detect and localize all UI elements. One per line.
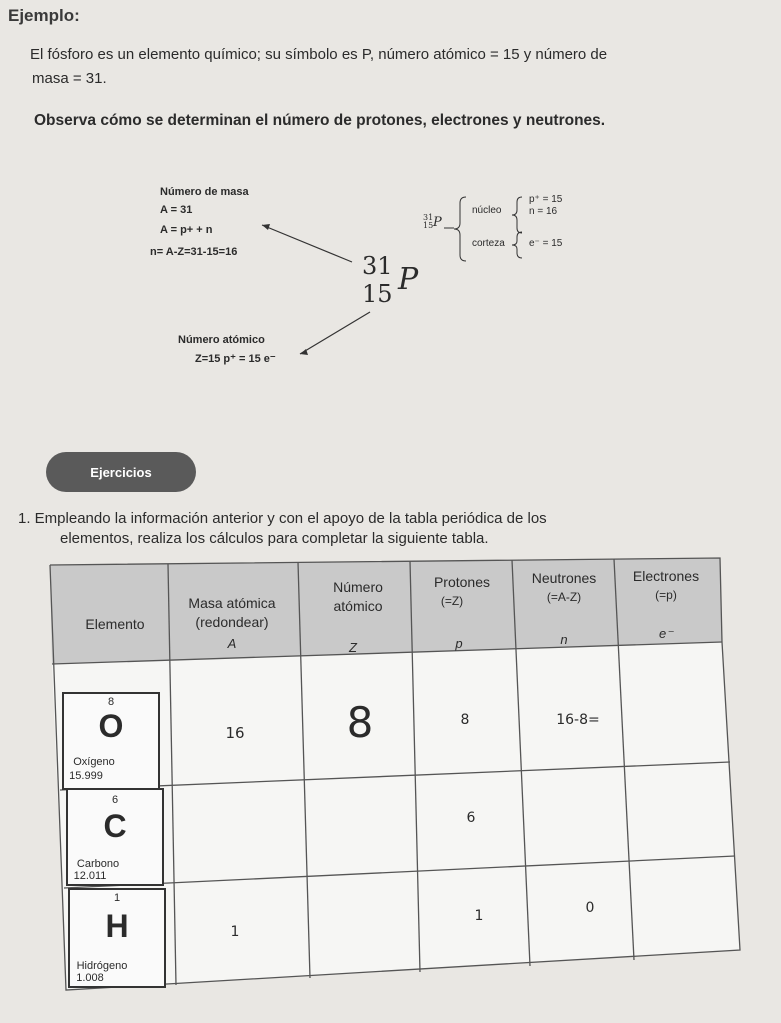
element-mass: 12.011 (73, 870, 107, 882)
element-symbol: P (398, 262, 419, 297)
protons-value: p⁺ = 15 (529, 194, 563, 205)
atomic-title: Número atómico (178, 334, 265, 346)
header-atomic: Número atómico (333, 579, 383, 614)
header-mass: Masa atómica (redondear) (188, 595, 276, 630)
element-card-hydrogen (68, 888, 166, 988)
brace-symbol-atomic: 15 (423, 221, 434, 230)
cell-oxygen-A: 16 (225, 724, 245, 742)
mass-calc: n= A-Z=31-15=16 (150, 246, 238, 258)
element-name: Carbono (76, 858, 120, 870)
electrons-value: e⁻ = 15 (529, 238, 563, 249)
element-symbol: C (103, 808, 127, 844)
symbol-mass-number: 31 (362, 252, 393, 280)
header-neutrons: Neutrones (531, 570, 597, 586)
element-number: 1 (113, 892, 121, 904)
cell-oxygen-p: 8 (460, 712, 470, 728)
intro-line-2: masa = 31. (32, 70, 107, 87)
neutrons-value: n = 16 (529, 206, 558, 217)
heading: Ejemplo: (8, 6, 80, 25)
header-protons-sym: p (455, 636, 463, 651)
question-line-2: elementos, realiza los cálculos para completar la siguiente tabla. (60, 530, 489, 547)
header-neutrons-sub: (=A-Z) (546, 590, 582, 604)
observe-text: Observa cómo se determinan el número de protones, electrones y neutrones. (34, 112, 606, 129)
question-line-1: 1. Empleando la información anterior y con el apoyo de la tabla periódica de los (18, 510, 547, 527)
cell-hydrogen-n: 0 (585, 900, 595, 916)
header-protons-sub: (=Z) (440, 594, 464, 608)
cell-oxygen-Z: 8 (346, 698, 374, 747)
exercises-badge: Ejercicios (46, 452, 196, 492)
cell-oxygen-n: 16-8= (556, 712, 600, 728)
element-number: 8 (107, 696, 115, 708)
element-card-oxygen (62, 692, 160, 790)
element-mass: 15.999 (69, 770, 103, 782)
nucleo-label: núcleo (472, 205, 502, 216)
mass-formula: A = p+ + n (160, 224, 213, 236)
cell-carbon-p: 6 (466, 810, 476, 826)
header-protons: Protones (433, 574, 491, 590)
corteza-label: corteza (472, 238, 505, 249)
element-symbol: O (98, 708, 124, 744)
atomic-calc: Z=15 p⁺ = 15 e⁻ (195, 353, 276, 365)
element-mass: 1.008 (76, 972, 104, 984)
element-number: 6 (111, 794, 119, 806)
header-atomic-sym: Z (349, 640, 357, 655)
element-card-carbon (66, 788, 164, 886)
header-element: Elemento (85, 616, 145, 632)
header-electrons-sub: (=p) (655, 588, 677, 602)
element-name: Hidrógeno (76, 960, 128, 972)
mass-a: A = 31 (160, 204, 193, 216)
intro-line-1: El fósforo es un elemento químico; su símbolo es P, número atómico = 15 y número de (30, 46, 608, 63)
header-neutrons-sym: n (560, 632, 568, 647)
mass-title: Número de masa (160, 186, 249, 198)
cell-hydrogen-p: 1 (474, 908, 484, 924)
header-electrons-sym: e⁻ (658, 626, 674, 641)
cell-hydrogen-A: 1 (230, 924, 240, 940)
element-name: Oxígeno (73, 756, 115, 768)
header-mass-sym: A (227, 636, 237, 651)
header-electrons: Electrones (632, 568, 700, 584)
brace-symbol: P (433, 215, 442, 230)
brace-symbol-mass: 31 (423, 213, 434, 222)
element-symbol: H (105, 908, 129, 944)
symbol-atomic-number: 15 (362, 280, 393, 308)
